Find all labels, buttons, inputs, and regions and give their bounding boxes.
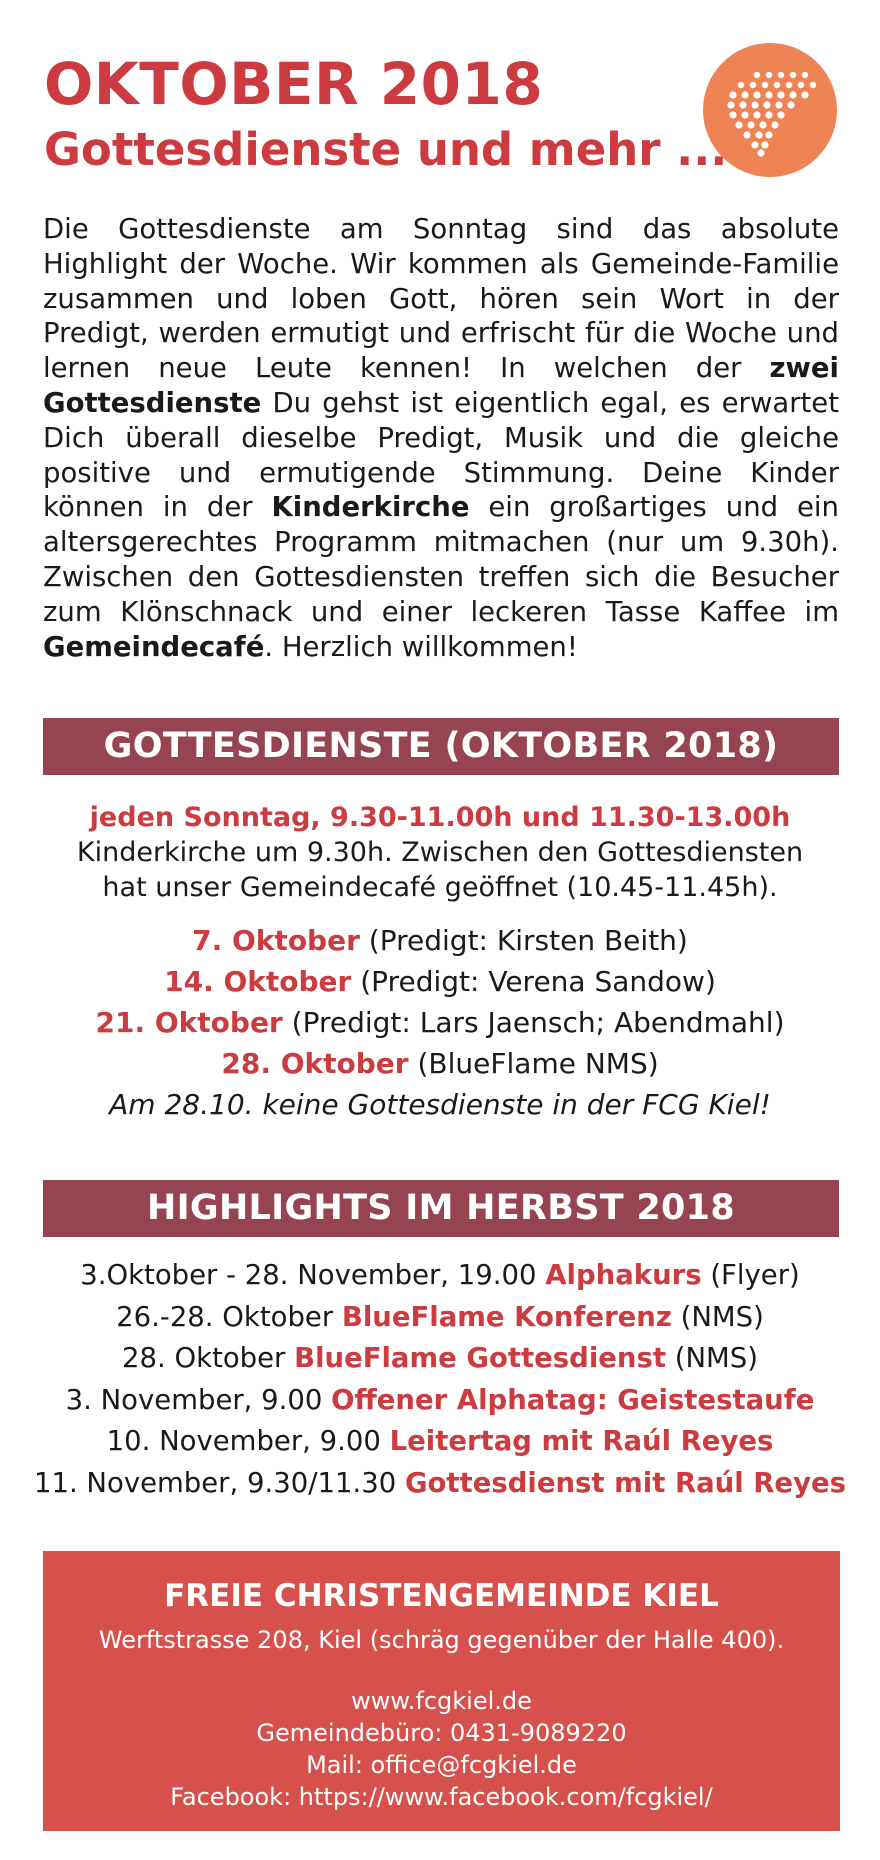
logo-dot (765, 131, 772, 138)
church-contact-box (43, 1551, 840, 1831)
intro-bold-cafe: Gemeindecafé (43, 630, 265, 663)
logo-dot (787, 101, 794, 108)
service-date: 28. Oktober (221, 1047, 409, 1080)
logo-dot (777, 91, 784, 98)
logo-dot (761, 141, 768, 148)
highlight-when: 10. November, 9.00 (106, 1425, 390, 1457)
list-item (20, 1255, 860, 1297)
logo-dot (729, 91, 736, 98)
logo-dot (777, 111, 784, 118)
logo-dot (757, 149, 764, 156)
logo-dot (775, 101, 782, 108)
logo-dot (738, 82, 744, 88)
highlight-event: Leitertag mit Raúl Reyes (389, 1425, 774, 1457)
services-times-block (20, 800, 860, 905)
highlight-event: Alphakurs (545, 1259, 702, 1291)
services-info-line: hat unser Gemeindecafé geöffnet (10.45-11.45h). (102, 872, 778, 903)
logo-dot (766, 72, 772, 78)
highlights-heading: HIGHLIGHTS IM HERBST 2018 (43, 1180, 839, 1237)
logo-dot (753, 91, 760, 98)
church-name: FREIE CHRISTENGEMEINDE KIEL (164, 1578, 719, 1614)
logo-dot (786, 82, 792, 88)
logo-dot (765, 91, 772, 98)
list-item (20, 1421, 860, 1463)
list-item (20, 1002, 860, 1043)
logo-dot (751, 141, 758, 148)
service-detail: (Predigt: Kirsten Beith) (359, 924, 688, 957)
highlight-event: Offener Alphatag: Geistestaufe (331, 1383, 815, 1416)
intro-text: Die Gottesdienste am Sonntag sind das absolute Highlight der Woche. Wir kommen als Gemeinde-Familie zusammen und loben Gott, hören sein Wort in der Predigt, werden ermutigt und erfrischt für die Woche und lernen neue Leute kennen! In welchen der (43, 213, 839, 385)
logo-dot (789, 91, 796, 98)
list-item (20, 1463, 860, 1505)
logo-dot (755, 131, 762, 138)
logo-dot (754, 72, 760, 78)
intro-bold-kinderkirche: Kinderkirche (271, 491, 470, 524)
office-phone: Gemeindebüro: 0431-9089220 (256, 1719, 627, 1747)
services-heading: GOTTESDIENSTE (OKTOBER 2018) (43, 718, 839, 775)
list-item (20, 1338, 860, 1380)
intro-text: Du gehst ist eigentlich egal, es erwartet Dich überall dieselbe Predigt, Musik und die gleiche positive und ermutigende Stimmung. Deine Kinder können in der (43, 386, 839, 524)
service-detail: (Predigt: Lars Jaensch; Abendmahl) (282, 1006, 785, 1039)
website-link[interactable]: www.fcgkiel.de (351, 1687, 532, 1715)
highlight-event: Gottesdienst mit Raúl Reyes (404, 1466, 847, 1499)
service-detail: (BlueFlame NMS) (408, 1047, 659, 1080)
logo-dot (751, 101, 758, 108)
logo-dot (739, 101, 746, 108)
logo-dot (729, 111, 736, 118)
highlight-when: 11. November, 9.30/11.30 (33, 1466, 405, 1499)
logo-dot (765, 111, 772, 118)
logo-dot (727, 101, 734, 108)
highlight-extra: (Flyer) (701, 1259, 800, 1291)
logo-dot (750, 82, 756, 88)
logo-dot (759, 121, 766, 128)
logo-dot (763, 101, 770, 108)
logo-dot (762, 82, 768, 88)
email-link[interactable]: Mail: office@fcgkiel.de (306, 1751, 577, 1779)
contact-list (43, 1685, 840, 1813)
service-detail: (Predigt: Verena Sandow) (351, 965, 716, 998)
logo-dot (810, 82, 816, 88)
logo-dot (771, 121, 778, 128)
list-item (20, 961, 860, 1002)
highlight-extra: (NMS) (671, 1300, 764, 1333)
logo-dot (747, 121, 754, 128)
highlight-event: BlueFlame Konferenz (341, 1300, 672, 1333)
intro-bold-services: zwei Gottesdienste (43, 352, 839, 419)
highlight-extra: (NMS) (666, 1342, 758, 1374)
logo-dot (774, 82, 780, 88)
highlight-when: 26.-28. Oktober (116, 1300, 342, 1333)
logo-dot (741, 91, 748, 98)
logo-dot (790, 72, 796, 78)
services-note: Am 28.10. keine Gottesdienste in der FCG Kiel! (109, 1088, 771, 1121)
intro-paragraph (43, 212, 839, 664)
page-title: OKTOBER 2018 (44, 50, 544, 118)
logo-dot (735, 121, 742, 128)
logo-dot (741, 111, 748, 118)
services-dates-list (20, 920, 860, 1125)
logo-dot (801, 91, 808, 98)
service-date: 14. Oktober (164, 965, 352, 998)
highlight-event: BlueFlame Gottesdienst (294, 1342, 667, 1374)
logo-dot (798, 82, 804, 88)
highlights-list (20, 1255, 860, 1504)
service-date: 21. Oktober (95, 1006, 283, 1039)
highlight-when: 3.Oktober - 28. November, 19.00 (80, 1259, 546, 1291)
logo-dot (743, 131, 750, 138)
logo-dot (802, 72, 808, 78)
logo-dot (753, 111, 760, 118)
services-times: jeden Sonntag, 9.30-11.00h und 11.30-13.00h (89, 802, 791, 833)
intro-text: . Herzlich willkommen! (264, 630, 578, 663)
services-info-line: Kinderkirche um 9.30h. Zwischen den Gottesdiensten (76, 837, 804, 868)
page-subtitle: Gottesdienste und mehr ... (44, 123, 728, 176)
highlight-when: 3. November, 9.00 (65, 1383, 332, 1416)
logo-dot (778, 72, 784, 78)
list-item (20, 1380, 860, 1422)
list-item (20, 1043, 860, 1084)
intro-text: ein großartiges und ein altersgerechtes Programm mitmachen (nur um 9.30h). Zwischen den Gottesdiensten treffen sich die Besucher zum Klönschnack und einer leckeren Tasse Kaffee im (43, 491, 839, 628)
list-item (20, 1297, 860, 1339)
church-address: Werftstrasse 208, Kiel (schräg gegenüber der Halle 400). (98, 1626, 785, 1654)
facebook-link[interactable]: Facebook: https://www.facebook.com/fcgkiel/ (170, 1783, 713, 1811)
service-date: 7. Oktober (192, 924, 360, 957)
highlight-when: 28. Oktober (122, 1342, 295, 1374)
list-item (20, 920, 860, 961)
